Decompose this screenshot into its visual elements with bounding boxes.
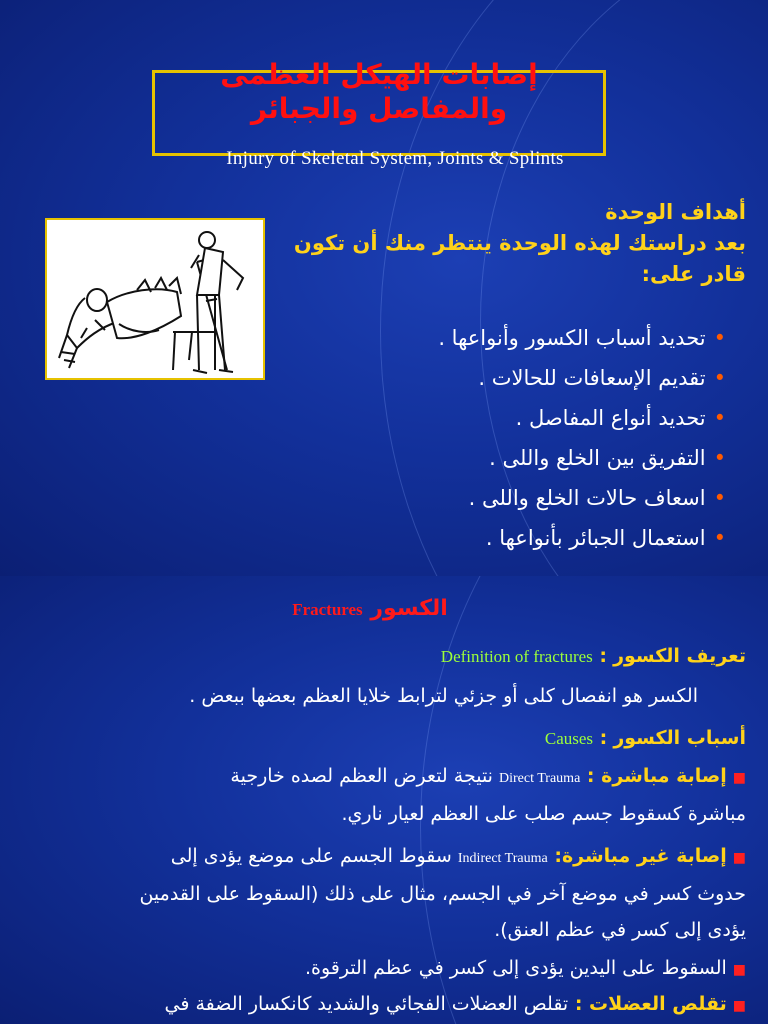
definition-label-arabic: تعريف الكسور (613, 645, 746, 667)
causes-label-english: Causes (544, 729, 594, 748)
square-bullet-icon: ■ (732, 850, 746, 866)
objective-item (166, 478, 726, 518)
causes-row: أسباب الكسور : Causes (544, 727, 746, 749)
square-bullet-icon: ■ (732, 962, 746, 978)
hands-fall-row (20, 950, 746, 988)
square-bullet-icon: ■ (732, 770, 746, 786)
objective-item (166, 398, 726, 438)
indirect-trauma-row: ■إصابة غير مباشرة: Indirect Trauma سقوط الجسم على موضع يؤدى إلى (170, 845, 746, 867)
objectives-intro (186, 228, 746, 259)
objective-text: تحديد أسباب الكسور وأنواعها . (438, 326, 706, 350)
hands-fall-text: السقوط على اليدين يؤدى إلى كسر في عظم الترقوة. (304, 957, 727, 979)
objective-text: تقديم الإسعافات للحالات . (478, 366, 706, 390)
fractures-title (240, 596, 500, 621)
causes-label-arabic: أسباب الكسور (613, 727, 746, 749)
slide-title-english: Injury of Skeletal System, Joints & Splints (226, 148, 564, 169)
objective-text: اسعاف حالات الخلع واللى . (468, 486, 706, 510)
direct-trauma-english: Direct Trauma (499, 771, 581, 786)
objective-text: التفريق بين الخلع واللى . (489, 446, 706, 470)
direct-trauma-label: إصابة مباشرة (601, 765, 727, 787)
definition-row: تعريف الكسور : Definition of fractures (440, 645, 746, 667)
objectives-list (166, 318, 726, 558)
indirect-trauma-text-3: يؤدى إلى كسر في عظم العنق). (494, 919, 746, 941)
objective-text: استعمال الجبائر بأنواعها . (485, 526, 706, 550)
indirect-trauma-label: إصابة غير مباشرة (561, 845, 727, 867)
muscle-contraction-text: تقلص العضلات الفجائي والشديد كانكسار الضفة في (164, 993, 569, 1015)
objective-item (166, 518, 726, 558)
fractures-title-arabic: الكسور (370, 596, 448, 621)
slide-fractures (0, 576, 768, 1024)
definition-text: الكسر هو انفصال كلى أو جزئي لترابط خلايا العظم بعضها ببعض . (189, 685, 698, 707)
muscle-contraction-label: تقلص العضلات (589, 993, 727, 1015)
muscle-contraction-row: ■تقلص العضلات : تقلص العضلات الفجائي والشديد كانكسار الضفة في (164, 993, 746, 1015)
indirect-trauma-text: سقوط الجسم على موضع يؤدى إلى (170, 845, 452, 867)
direct-trauma-text: نتيجة لتعرض العظم لصده خارجية (230, 765, 493, 787)
objectives-header (186, 197, 746, 290)
definition-label-english: Definition of fractures (440, 647, 593, 666)
objective-item (166, 438, 726, 478)
indirect-trauma-english: Indirect Trauma (457, 851, 548, 866)
objective-item (166, 358, 726, 398)
square-bullet-icon: ■ (732, 998, 746, 1014)
intro-line-2: قادر على: (641, 262, 746, 286)
direct-trauma-text-2: مباشرة كسقوط جسم صلب على العظم لعيار ناري. (341, 803, 746, 825)
indirect-trauma-text-2: حدوث كسر في موضع آخر في الجسم، مثال على ذلك (السقوط على القدمين (139, 883, 746, 905)
fractures-title-english: Fractures (292, 600, 363, 619)
objectives-heading: أهداف الوحدة (605, 200, 746, 224)
objective-text: تحديد أنواع المفاصل . (515, 406, 706, 430)
intro-line-1: بعد دراستك لهذه الوحدة ينتظر منك أن تكون (293, 231, 746, 255)
slide-title-arabic: إصابات الهيكل العظمى والمفاصل والجبائر (220, 58, 538, 125)
objective-item (166, 318, 726, 358)
direct-trauma-row: ■إصابة مباشرة : Direct Trauma نتيجة لتعرض العظم لصده خارجية (230, 765, 746, 787)
